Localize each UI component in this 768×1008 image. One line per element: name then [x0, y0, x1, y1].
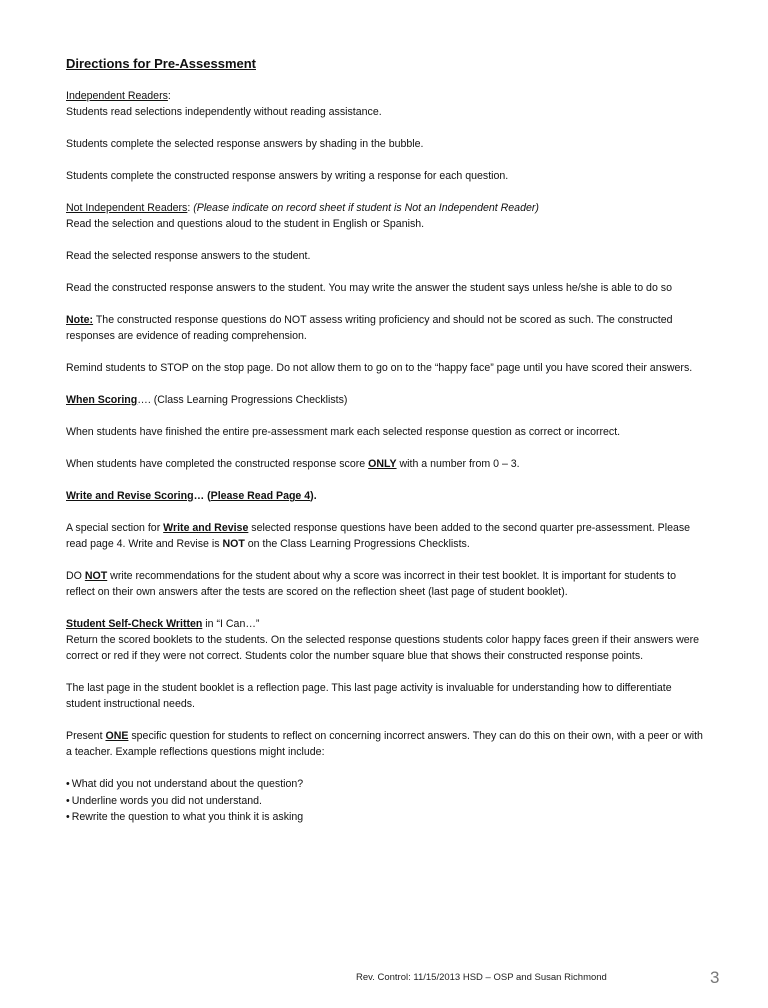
page-title: Directions for Pre-Assessment [66, 56, 257, 71]
remind-paragraph: Remind students to STOP on the stop page. Do not allow them to go on to the “happy face” page until you have scored their answers. [66, 362, 693, 374]
list-item: • Rewrite the question to what you think it is asking [66, 809, 706, 826]
independent-readers-heading [66, 88, 706, 104]
self-check-line-1: Return the scored booklets to the students. On the selected response questions students color happy faces green if their answers were correct or red if they were not correct. Students color the number square blue that shows their constructed response points. [66, 634, 700, 662]
wr-p1-not: NOT [222, 538, 245, 550]
scoring-line-1: When students have finished the entire pre-assessment mark each selected response question as correct or incorrect. [66, 426, 621, 438]
note-paragraph [66, 312, 706, 344]
page-number: 3 [710, 968, 720, 987]
list-item: • Underline words you did not understand. [66, 793, 706, 810]
scoring-heading-suffix: …. (Class Learning Progressions Checklists) [137, 394, 348, 406]
not-independent-colon: : [187, 202, 194, 214]
independent-heading-colon: : [167, 90, 171, 102]
scoring-heading-text: When Scoring [66, 394, 138, 406]
wr-p1-b: Write and Revise [163, 522, 249, 534]
document-body [66, 56, 706, 826]
wr-p1-c: selected response questions have been added to the second quarter pre-assessment. Please read page 4. Write and Revise is [66, 522, 691, 550]
scoring-line-2-a: When students have completed the constructed response score [66, 458, 369, 470]
revision-footer: Rev. Control: 11/15/2013 HSD – OSP and Susan Richmond [356, 972, 607, 983]
not-independent-line-2: Read the selected response answers to the student. [66, 250, 311, 262]
wr-p2-a: DO [66, 570, 85, 582]
write-revise-read: Please Read Page 4 [210, 490, 311, 502]
list-item: • What did you not understand about the question? [66, 776, 706, 793]
not-independent-line-3: Read the constructed response answers to the student. You may write the answer the student says unless he/she is able to do so [66, 282, 672, 294]
sc-l3-c: specific question for students to reflect on concerning incorrect answers. They can do this on their own, with a peer or with a teacher. Example reflections questions might include: [66, 730, 703, 758]
self-check-heading [66, 616, 706, 632]
scoring-line-2 [66, 456, 706, 472]
note-label: Note: [66, 314, 94, 326]
reflection-question-list [66, 776, 706, 826]
self-check-line-3 [66, 728, 706, 760]
not-independent-line-1: Read the selection and questions aloud to the student in English or Spanish. [66, 218, 425, 230]
wr-p2-not: NOT [84, 570, 108, 582]
scoring-line-2-c: with a number from 0 – 3. [396, 458, 520, 470]
independent-line-2: Students complete the selected response answers by shading in the bubble. [66, 138, 424, 150]
write-revise-heading [66, 488, 706, 504]
wr-p1-e: on the Class Learning Progressions Checklists. [244, 538, 470, 550]
write-revise-dots: … ( [193, 490, 211, 502]
independent-line-1: Students read selections independently without reading assistance. [66, 106, 382, 118]
wr-p2-c: write recommendations for the student about why a score was incorrect in their test booklet. It is important for students to reflect on their own answers after the tests are scored on the reflection sheet (last page of student booklet). [66, 570, 677, 598]
scoring-line-2-only: ONLY [368, 458, 397, 470]
note-text: The constructed response questions do NOT assess writing proficiency and should not be scored as such. The constructed responses are evidence of reading comprehension. [66, 314, 673, 342]
self-check-heading-text: Student Self-Check Written [66, 618, 203, 630]
self-check-line-2: The last page in the student booklet is a reflection page. This last page activity is invaluable for understanding how to differentiate student instructional needs. [66, 682, 672, 710]
sc-l3-one: ONE [105, 730, 129, 742]
not-independent-heading-text: Not Independent Readers [66, 202, 188, 214]
sc-l3-a: Present [66, 730, 106, 742]
independent-heading-text: Independent Readers [66, 90, 168, 102]
scoring-heading [66, 392, 706, 408]
write-revise-heading-text: Write and Revise Scoring [66, 490, 194, 502]
wr-p1-a: A special section for [66, 522, 164, 534]
write-revise-close: ). [310, 490, 317, 502]
independent-line-3: Students complete the constructed response answers by writing a response for each question. [66, 170, 509, 182]
not-independent-note: (Please indicate on record sheet if student is Not an Independent Reader) [193, 202, 539, 214]
write-revise-paragraph-2 [66, 568, 706, 600]
not-independent-heading [66, 200, 706, 216]
self-check-suffix: in “I Can…” [202, 618, 260, 630]
write-revise-paragraph-1 [66, 520, 706, 552]
